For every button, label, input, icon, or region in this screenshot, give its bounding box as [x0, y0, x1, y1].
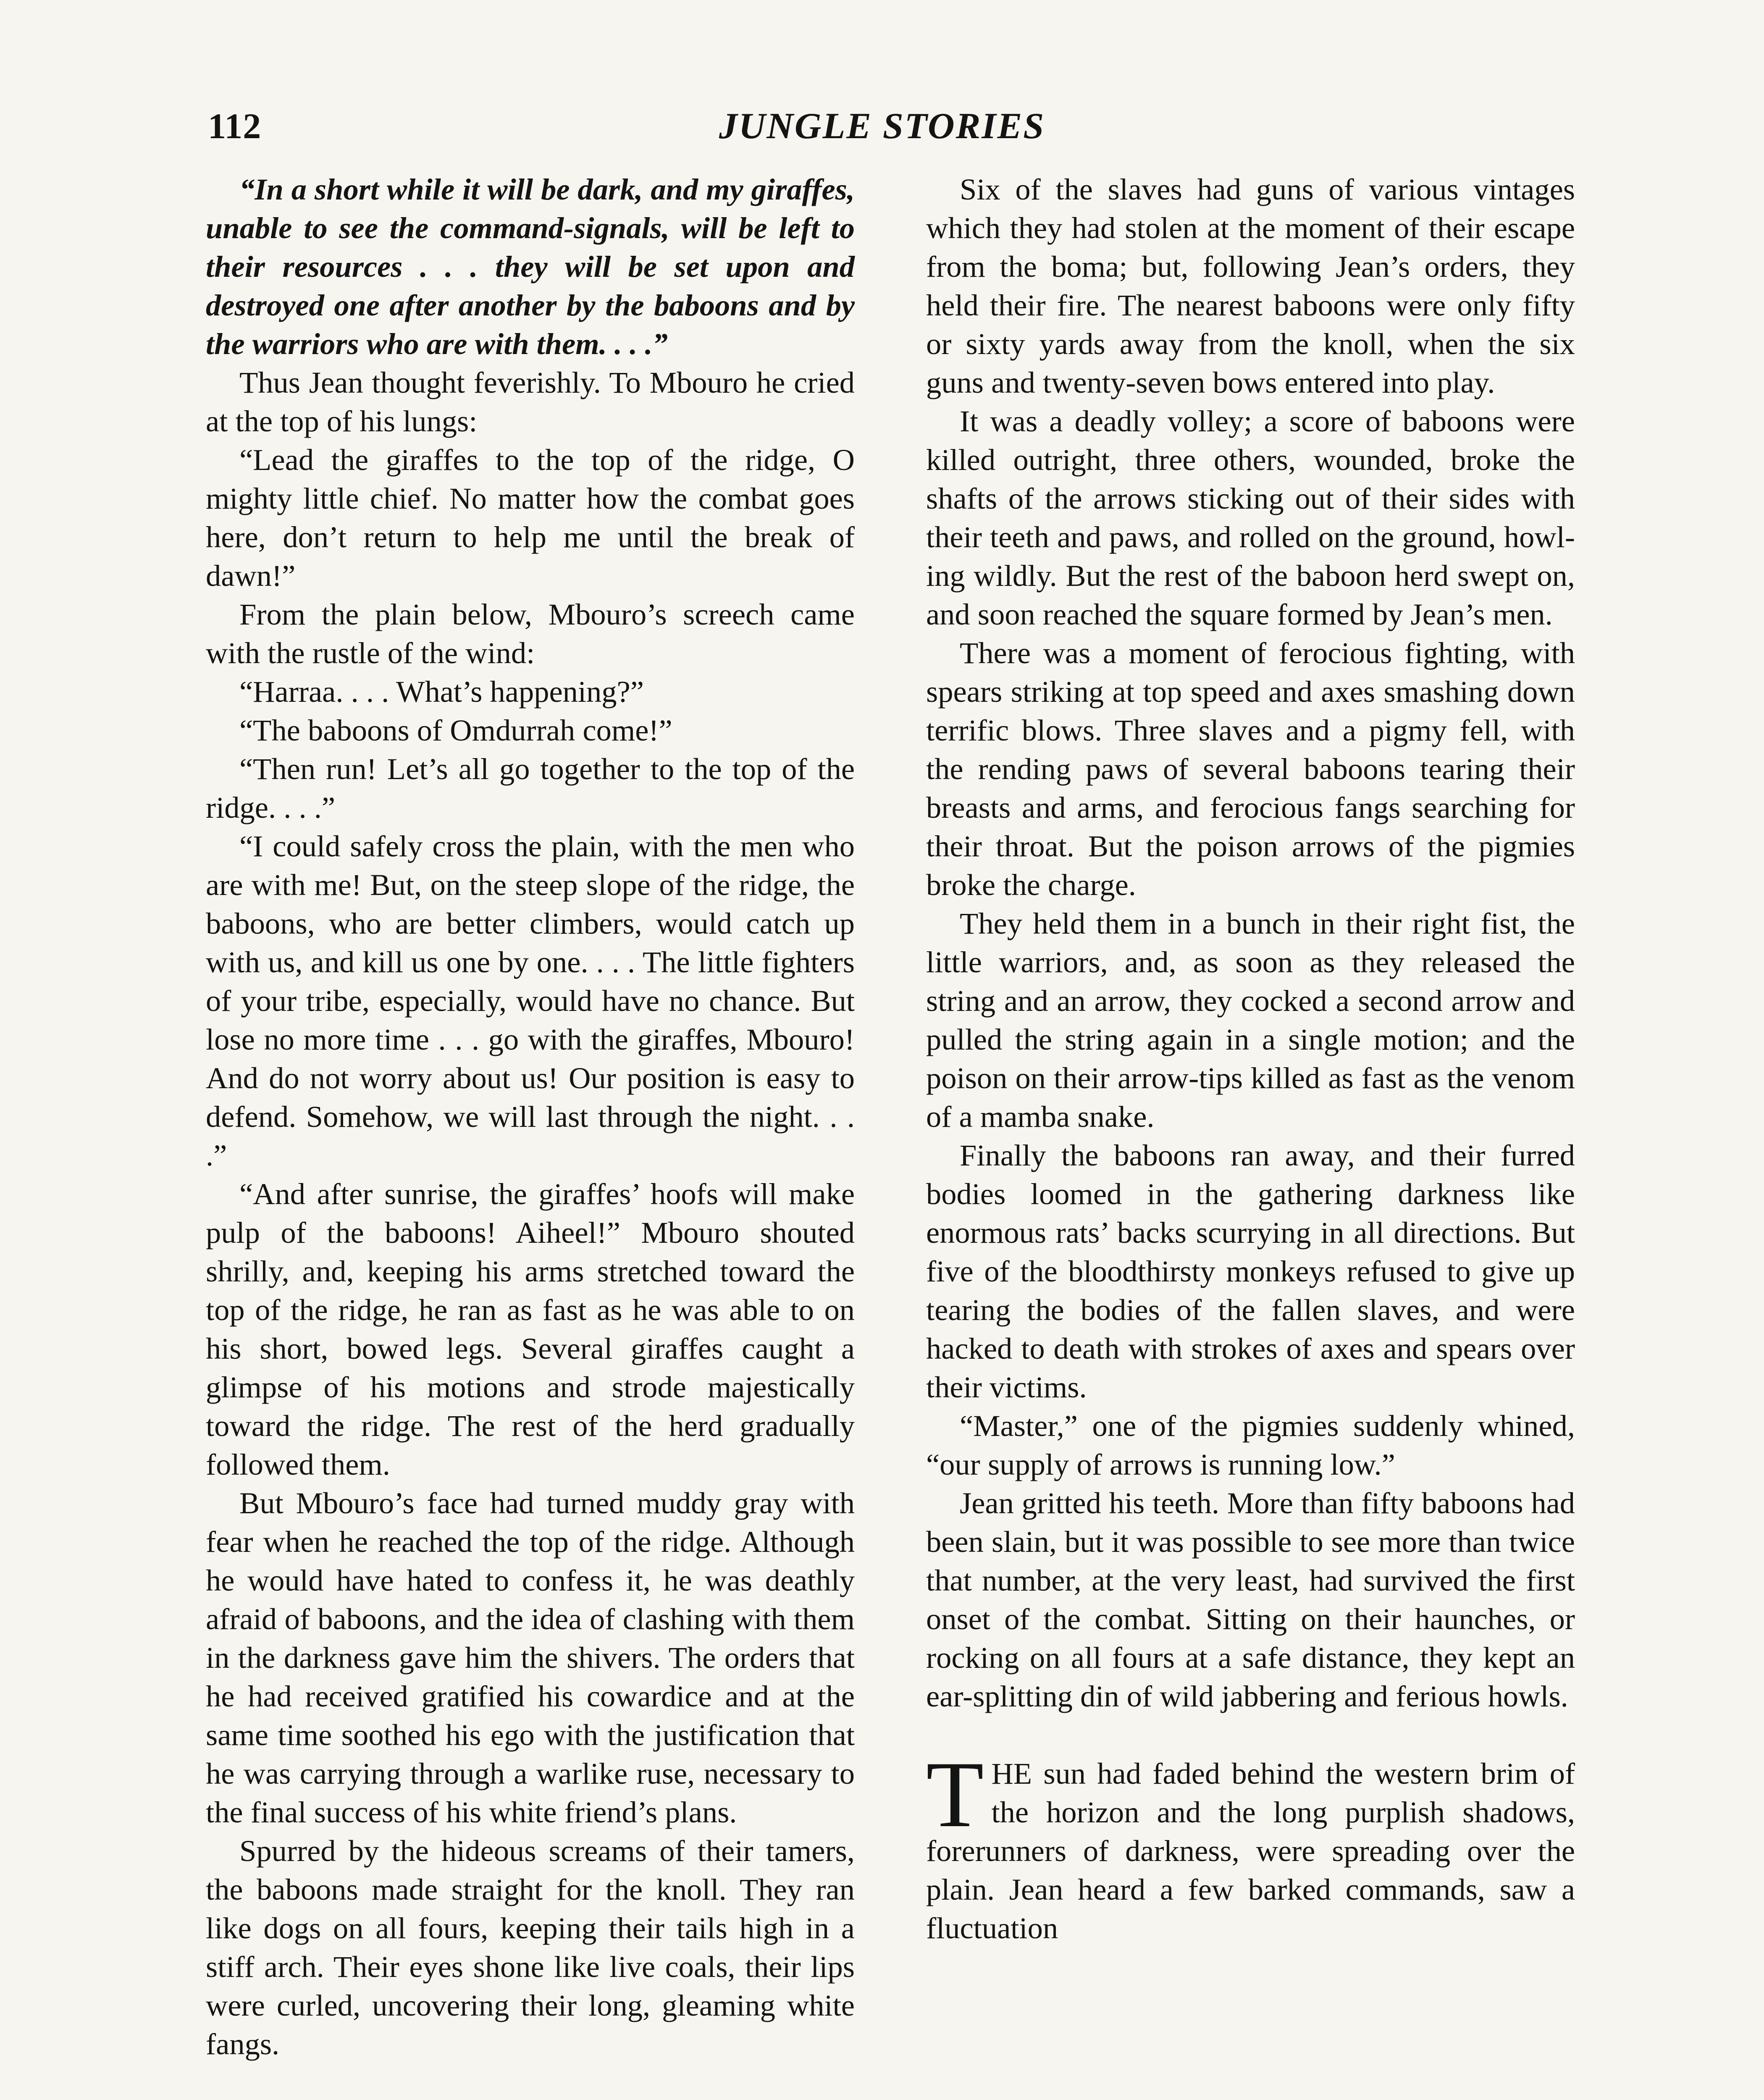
paragraph: “Lead the giraffes to the top of the ridge, O mighty little chief. No matter how the combat goes here, don’t return to help me until the break of dawn!” [206, 443, 855, 593]
left-column [206, 170, 855, 2063]
paragraph: Finally the baboons ran away, and their furred bodies loomed in the gathering darkness like enormous rats’ backs scurrying in all directions. But five of the bloodthirsty monkeys refused to give up tearing the bodies of the fallen slaves, and were hacked to death with strokes of axes and spears over their victims. [926, 1138, 1575, 1404]
paragraph: Six of the slaves had guns of various vintages which they had stolen at the moment of their escape from the boma; but, following Jean’s orders, they held their fire. The nearest baboons were only fifty or sixty yards away from the knoll, when the six guns and twenty-seven bows entered into play. [926, 172, 1575, 399]
paragraph: “The baboons of Omdurrah come!” [239, 713, 672, 747]
paragraph: “Master,” one of the pigmies suddenly whined, “our supply of arrows is running low.” [926, 1409, 1575, 1481]
paragraph: “Then run! Let’s all go together to the top of the ridge. . . .” [206, 752, 855, 824]
paragraph: “In a short while it will be dark, and my giraffes, unable to see the command-signals, will be left to their resources . . . they will be set upon and destroyed one after another by the baboons and by the warriors who are with them. . . .” [206, 172, 855, 361]
paragraph: “Harraa. . . . What’s happening?” [239, 675, 644, 709]
section-break-text: HE sun had faded behind the western brim of the horizon and the long purplish shadows, forerunners of darkness, were spreading over the plain. Jean heard a few barked commands, saw a fluctuation [926, 1756, 1575, 1945]
page-number: 112 [208, 106, 262, 146]
paragraph: Spurred by the hideous screams of their tamers, the baboons made straight for the knoll. They ran like dogs on all fours, keeping their tails high in a stiff arch. Their eyes shone like live coals, their lips were curled, uncovering their long, gleaming white fangs. [206, 1834, 855, 2061]
section-break-paragraph [926, 1742, 1575, 1948]
running-head: JUNGLE STORIES [719, 106, 1045, 147]
right-column [926, 170, 1575, 1948]
paragraph: But Mbouro’s face had turned muddy gray with fear when he reached the top of the ridge. Although he would have hated to confess it, he was deathly afraid of baboons, and the idea of clashing with them in the darkness gave him the shivers. The orders that he had received gratified his cowardice and at the same time soothed his ego with the justification that he was carrying through a warlike ruse, necessary to the final success of his white friend’s plans. [206, 1486, 855, 1829]
drop-cap: T [926, 1742, 984, 1847]
paragraph: From the plain below, Mbouro’s screech came with the rustle of the wind: [206, 597, 855, 670]
paragraph: There was a moment of ferocious fighting, with spears striking at top speed and axes smashing down terrific blows. Three slaves and a pigmy fell, with the rending paws of several baboons tearing their breasts and arms, and ferocious fangs searching for their throat. But the poison arrows of the pigmies broke the charge. [926, 636, 1575, 902]
paragraph: They held them in a bunch in their right fist, the little warriors, and, as soon as they released the string and an arrow, they cocked a second arrow and pulled the string again in a single motion; and the poison on their arrow-tips killed as fast as the venom of a mamba snake. [926, 906, 1575, 1134]
paragraph: Thus Jean thought feverishly. To Mbouro he cried at the top of his lungs: [206, 365, 855, 438]
page-header [208, 105, 1556, 168]
paragraph: “I could safely cross the plain, with the men who are with me! But, on the steep slope of the ridge, the baboons, who are better climbers, would catch up with us, and kill us one by one. . . . The little fighters of your tribe, especially, would have no chance. But lose no more time . . . go with the giraffes, Mbouro! And do not worry about us! Our position is easy to defend. Somehow, we will last through the night. . . .” [206, 829, 855, 1172]
paragraph: It was a deadly volley; a score of baboons were killed outright, three others, wounded, broke the shafts of the arrows sticking out of their sides with their teeth and paws, and rolled on the ground, howling wildly. But the rest of the baboon herd swept on, and soon reached the square formed by Jean’s men. [926, 404, 1575, 631]
paragraph: “And after sunrise, the giraffes’ hoofs will make pulp of the baboons! Aiheel!” Mbouro shouted shrilly, and, keeping his arms stretched toward the top of the ridge, he ran as fast as he was able to on his short, bowed legs. Several giraffes caught a glimpse of his motions and strode majestically toward the ridge. The rest of the herd gradually followed them. [206, 1177, 855, 1481]
paragraph: Jean gritted his teeth. More than fifty baboons had been slain, but it was possible to see more than twice that number, at the very least, had survived the first onset of the combat. Sitting on their haunches, or rocking on all fours at a safe distance, they kept an ear-splitting din of wild jabbering and ferious howls. [926, 1486, 1575, 1713]
